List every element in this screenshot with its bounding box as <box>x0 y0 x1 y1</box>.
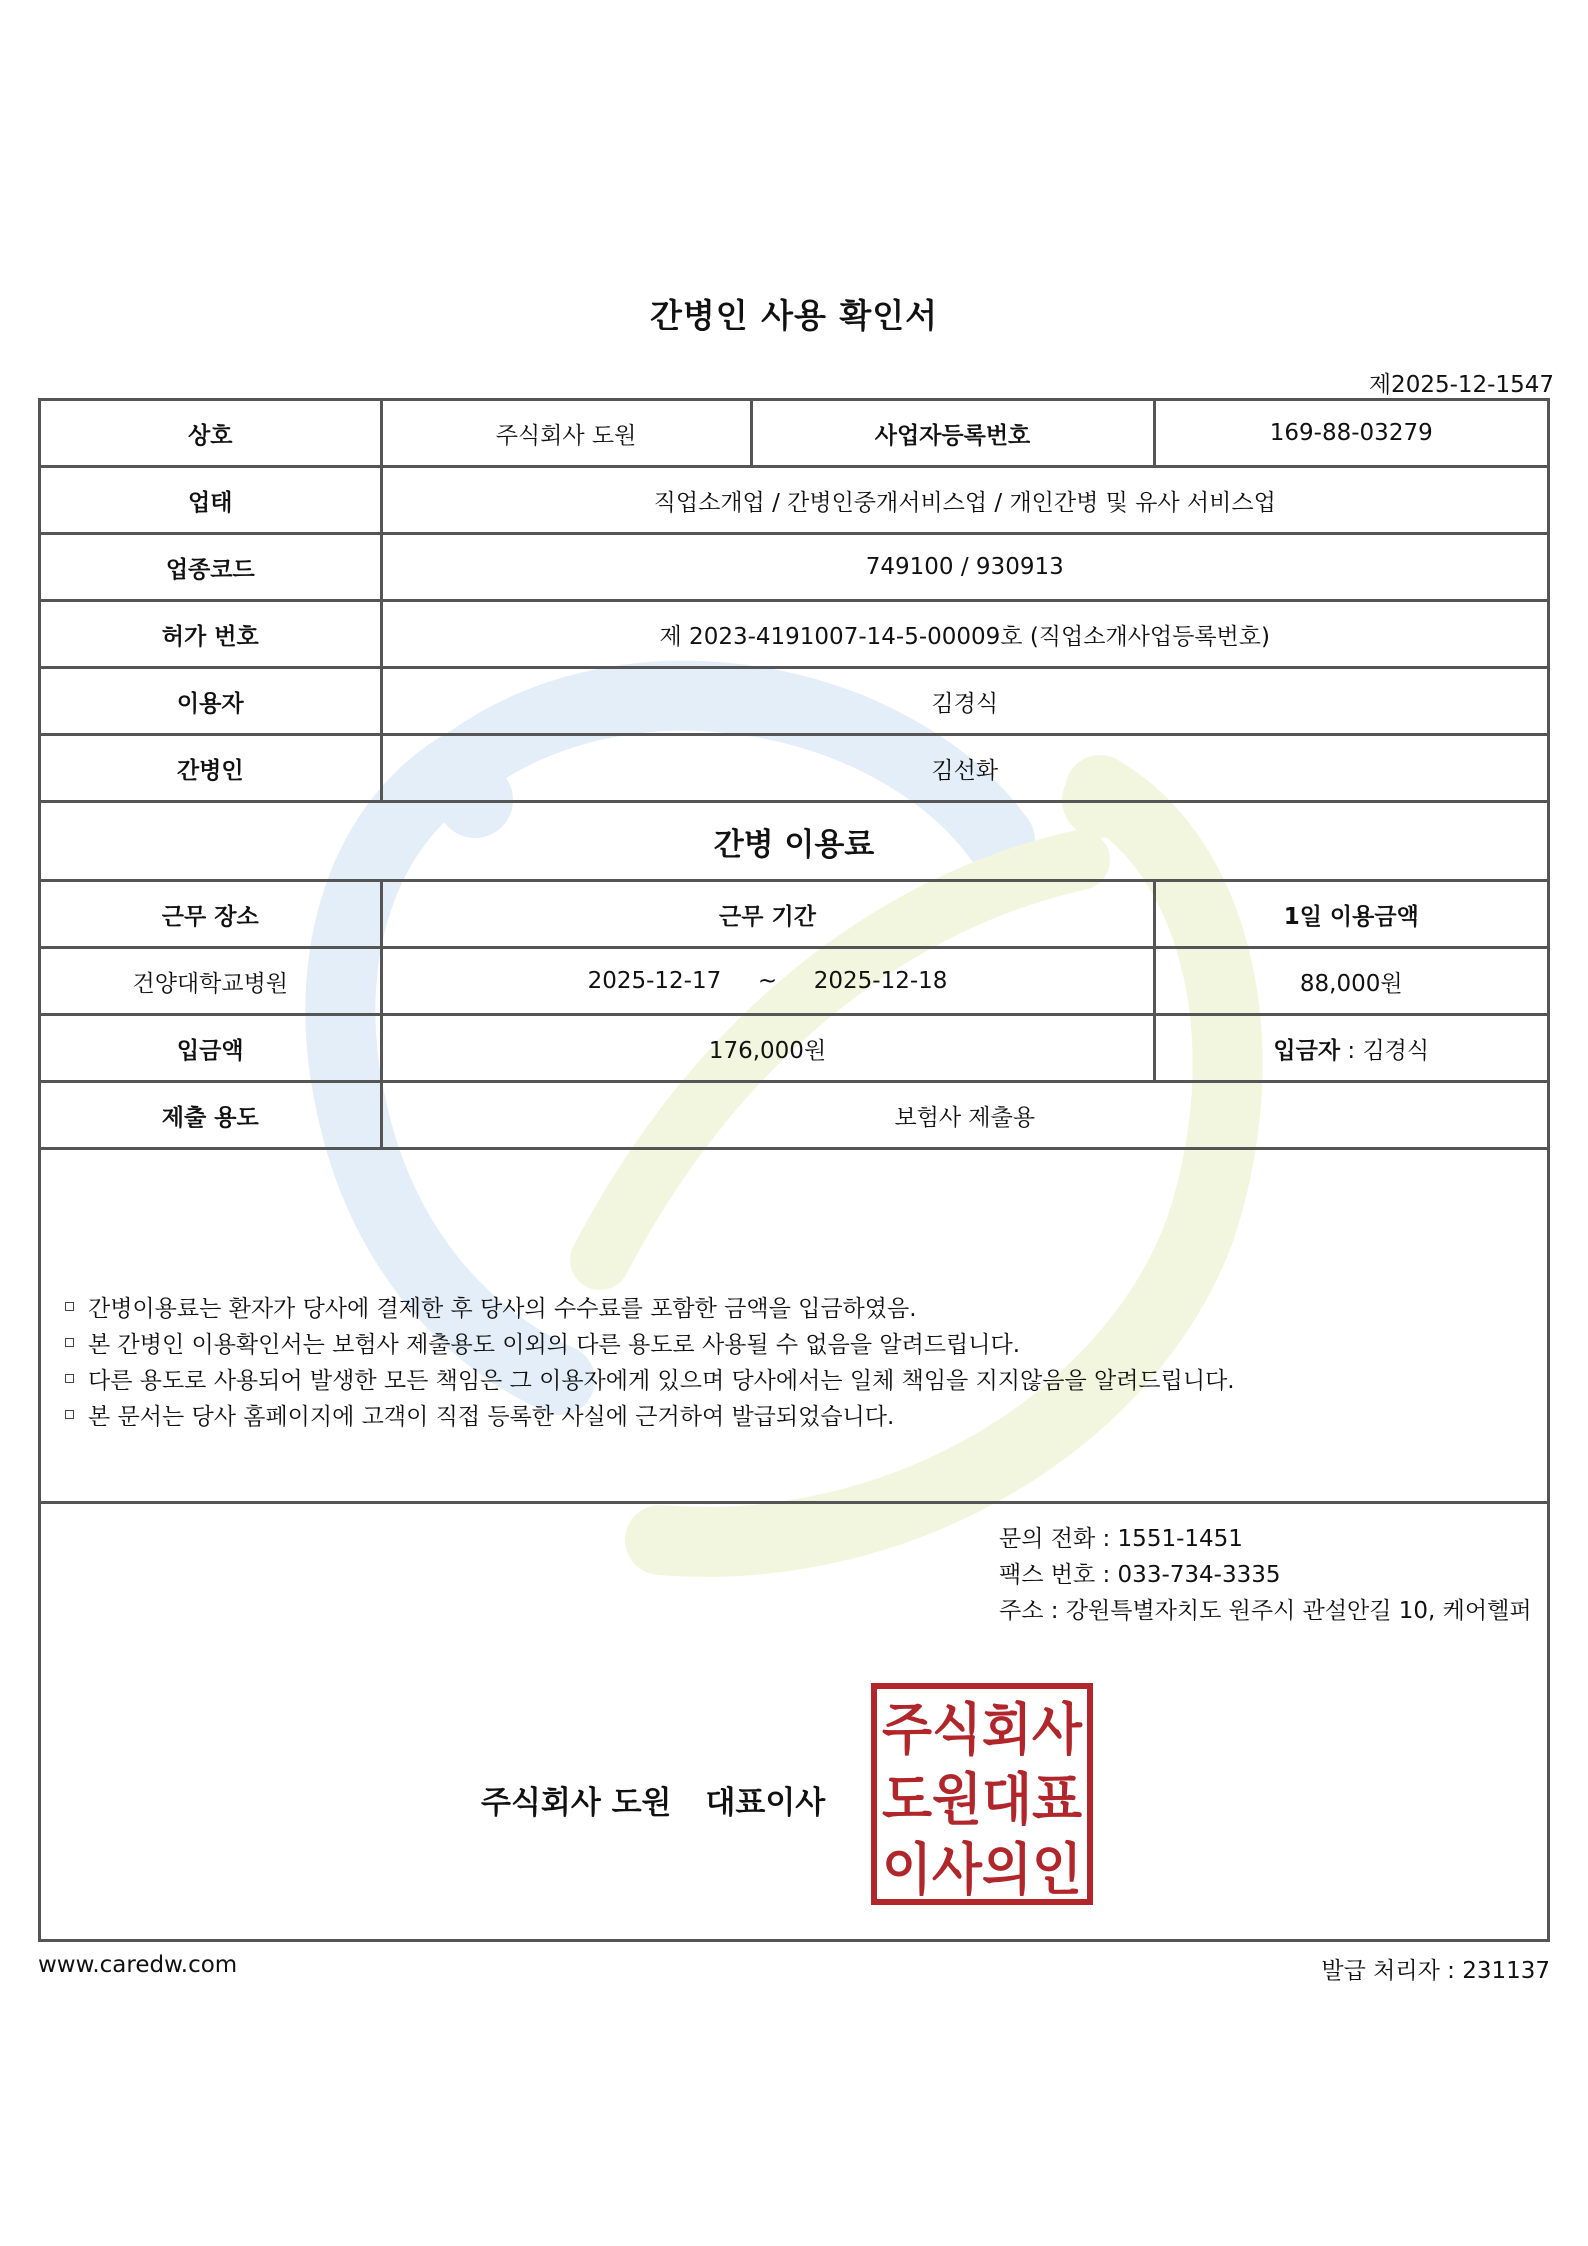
period-separator: ~ <box>757 968 778 994</box>
list-item: 다른 용도로 사용되어 발생한 모든 책임은 그 이용자에게 있으며 당사에서는 일체 책임을 지지않음을 알려드립니다. <box>65 1363 1235 1399</box>
company-seal-icon <box>871 1683 1093 1905</box>
table-row <box>41 534 1547 601</box>
business-type-value: 직업소개업 / 간병인중개서비스업 / 개인간병 및 유사 서비스업 <box>381 467 1547 534</box>
company-value: 주식회사 도원 <box>381 401 751 467</box>
processor-id: 발급 처리자 : 231137 <box>1321 1958 1550 1984</box>
list-item: 본 간병인 이용확인서는 보험사 제출용도 이외의 다른 용도로 사용될 수 없음을 알려드립니다. <box>65 1327 1235 1363</box>
place-label: 근무 장소 <box>41 881 381 948</box>
contact-fax: 팩스 번호 : 033-734-3335 <box>999 1562 1281 1588</box>
deposit-label: 입금액 <box>41 1015 381 1082</box>
table-row <box>41 601 1547 668</box>
signer-role: 대표이사 <box>705 1785 826 1821</box>
company-label: 상호 <box>41 401 381 467</box>
square-bullet-icon <box>65 1338 74 1347</box>
table-row <box>41 948 1547 1015</box>
daily-amount-value: 88,000원 <box>1154 948 1547 1015</box>
svg-text:이사의인: 이사의인 <box>882 1838 1082 1903</box>
square-bullet-icon <box>65 1374 74 1383</box>
period-label: 근무 기간 <box>381 881 1154 948</box>
period-value <box>381 948 1154 1015</box>
license-label: 허가 번호 <box>41 601 381 668</box>
purpose-label: 제출 용도 <box>41 1082 381 1149</box>
document-frame <box>38 398 1550 1942</box>
purpose-value: 보험사 제출용 <box>381 1082 1547 1149</box>
place-value: 건양대학교병원 <box>41 948 381 1015</box>
notes-list <box>65 1291 1235 1435</box>
signer-company: 주식회사 도원 <box>481 1785 672 1821</box>
period-start: 2025-12-17 <box>587 968 722 994</box>
business-type-label: 업태 <box>41 467 381 534</box>
info-table <box>41 401 1547 1150</box>
depositor-cell <box>1154 1015 1547 1082</box>
table-row <box>41 802 1547 881</box>
license-value: 제 2023-4191007-14-5-00009호 (직업소개사업등록번호) <box>381 601 1547 668</box>
section-divider <box>41 1501 1547 1504</box>
website-link[interactable]: www.caredw.com <box>38 1952 238 1978</box>
square-bullet-icon <box>65 1302 74 1311</box>
contact-phone: 문의 전화 : 1551-1451 <box>999 1526 1243 1552</box>
contact-address: 주소 : 강원특별자치도 원주시 관설안길 10, 케어헬퍼 <box>999 1598 1532 1624</box>
caregiver-label: 간병인 <box>41 735 381 802</box>
user-value: 김경식 <box>381 668 1547 735</box>
list-item: 본 문서는 당사 홈페이지에 고객이 직접 등록한 사실에 근거하여 발급되었습니다. <box>65 1399 1235 1435</box>
document-title: 간병인 사용 확인서 <box>649 296 938 335</box>
table-row <box>41 668 1547 735</box>
table-row <box>41 401 1547 467</box>
bizno-value: 169-88-03279 <box>1154 401 1547 467</box>
industry-code-value: 749100 / 930913 <box>381 534 1547 601</box>
depositor-value: 김경식 <box>1362 1037 1430 1064</box>
document-number: 제2025-12-1547 <box>1368 372 1554 398</box>
list-item: 간병이용료는 환자가 당사에 결제한 후 당사의 수수료를 포함한 금액을 입금하였음. <box>65 1291 1235 1327</box>
table-row <box>41 1082 1547 1149</box>
depositor-colon: : <box>1340 1037 1363 1064</box>
square-bullet-icon <box>65 1410 74 1419</box>
signer-line <box>481 1777 825 1822</box>
user-label: 이용자 <box>41 668 381 735</box>
table-row <box>41 1015 1547 1082</box>
table-row <box>41 467 1547 534</box>
industry-code-label: 업종코드 <box>41 534 381 601</box>
bizno-label: 사업자등록번호 <box>751 401 1154 467</box>
depositor-label: 입금자 <box>1273 1037 1341 1064</box>
table-row <box>41 735 1547 802</box>
svg-text:주식회사: 주식회사 <box>882 1698 1083 1763</box>
fee-section-title: 간병 이용료 <box>41 802 1547 881</box>
svg-text:도원대표: 도원대표 <box>882 1768 1082 1833</box>
table-row <box>41 881 1547 948</box>
deposit-value: 176,000원 <box>381 1015 1154 1082</box>
contact-block <box>999 1521 1532 1629</box>
period-end: 2025-12-18 <box>813 968 948 994</box>
daily-amount-label: 1일 이용금액 <box>1154 881 1547 948</box>
caregiver-value: 김선화 <box>381 735 1547 802</box>
